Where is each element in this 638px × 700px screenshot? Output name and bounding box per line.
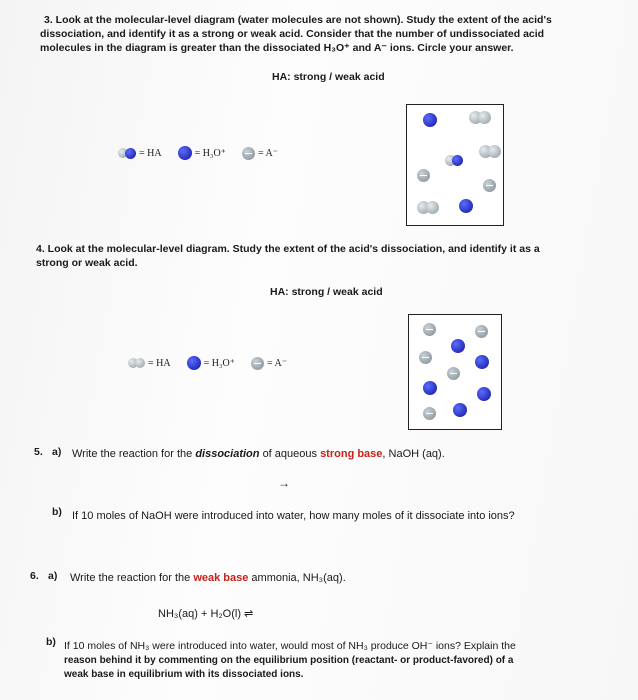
q5a-reaction-arrow: → [278,476,290,490]
q6b-line-1: If 10 moles of NH₃ were introduced into water, would most of NH₃ produce OH⁻ ions? Explain the [64,640,516,652]
q4-line-1: 4. Look at the molecular-level diagram. Study the extent of the acid's dissociation, and identify it as a [36,243,540,255]
q4-molecular-diagram [408,314,502,430]
ha-molecule-icon [118,148,136,159]
ha-molecule [417,201,439,214]
h3o-ion [453,403,467,417]
q6a-equation: NH₃(aq) + H₂O(l) ⇌ [158,608,254,620]
ha-molecule-icon [128,358,145,368]
a-ion-icon [251,357,264,370]
legend-ha-label: = HA [139,147,162,159]
a-ion [419,351,432,364]
legend-h3o [187,356,235,370]
q4-legend [128,356,303,370]
h3o-ion-icon [178,146,192,160]
q5b-label: b) [52,506,62,518]
ha-molecule [469,111,491,124]
legend-a [242,147,278,160]
q5a-text-1: Write the reaction for the [72,448,193,460]
q6b-label: b) [46,636,56,648]
a-ion [423,407,436,420]
h3o-ion [459,199,473,213]
q6-number: 6. [30,570,39,582]
q6a-text-1: Write the reaction for the [70,572,191,584]
q3-line-1: 3. Look at the molecular-level diagram (water molecules are not shown). Study the extent of the acid's [44,14,552,26]
q5a-text-3: , NaOH (aq). [382,448,445,460]
a-ion [423,323,436,336]
legend-ha [128,358,171,369]
a-ion [475,325,488,338]
a-ion [483,179,496,192]
legend-ha [118,148,162,159]
legend-h3o-label: = H₃O⁺ [194,147,226,159]
q4-answer-line: HA: strong / weak acid [270,286,383,298]
q5b-question: If 10 moles of NaOH were introduced into water, how many moles of it dissociate into ions? [72,510,515,522]
q6a-weak-base: weak base [193,572,249,584]
a-ion [447,367,460,380]
q3-line-2: dissociation, and identify it as a strong or weak acid. Consider that the number of undissociated acid [40,28,545,40]
h3o-ion [475,355,489,369]
q4-line-2: strong or weak acid. [36,257,138,269]
h3o-ion [477,387,491,401]
q5a-question [72,448,445,461]
q5a-text-2: of aqueous [262,448,317,460]
q6a-question [70,572,346,585]
legend-h3o-label: = H₃O⁺ [203,357,235,369]
q3-legend [118,146,294,160]
q5a-strong-base: strong base [320,448,383,460]
q3-answer-line: HA: strong / weak acid [272,71,385,83]
a-ion [417,169,430,182]
q6b-line-2: reason behind it by commenting on the equilibrium position (reactant- or product-favored) of a [64,655,514,666]
q5a-label: a) [52,446,62,458]
a-ion-icon [242,147,255,160]
legend-a-label: = A⁻ [266,357,288,369]
q5a-dissociation: dissociation [195,448,260,460]
legend-h3o [178,146,226,160]
legend-ha-label: = HA [148,357,171,369]
legend-a-label: = A⁻ [257,147,279,159]
h3o-ion-icon [187,356,201,370]
q3-line-3: molecules in the diagram is greater than the dissociated H₃O⁺ and A⁻ ions. Circle your answer. [40,42,514,54]
q6a-text-2: ammonia, NH₃(aq). [251,572,346,584]
legend-a [251,357,287,370]
q6b-line-3: weak base in equilibrium with its dissociated ions. [64,669,304,680]
q3-molecular-diagram [406,104,504,226]
ha-molecule [445,155,463,166]
h3o-ion [423,113,437,127]
ha-molecule [479,145,501,158]
h3o-ion [423,381,437,395]
h3o-ion [451,339,465,353]
q5-number: 5. [34,446,43,458]
q6a-label: a) [48,570,58,582]
